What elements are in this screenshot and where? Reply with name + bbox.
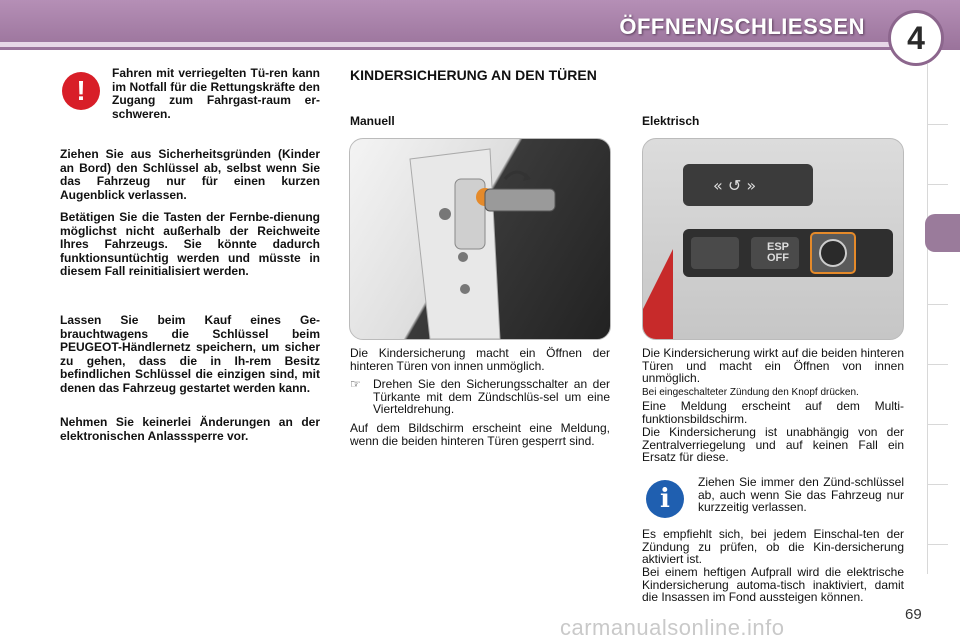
- page-title: ÖFFNEN/SCHLIESSEN: [619, 14, 865, 39]
- section-title: KINDERSICHERUNG AN DEN TÜREN: [350, 67, 597, 83]
- tab-divider: [928, 424, 948, 425]
- header-stripe: [0, 42, 900, 47]
- paragraph-remote: Betätigen Sie die Tasten der Fernbe-dienung möglichst nicht außerhalb der Reichweite Ihres Fahrzeugs. Sie könnte dadurch funktionsuntüchtig werden und müsste in diesem Fall reinitialisiert werden.: [60, 210, 320, 278]
- exclamation-icon: !: [62, 72, 100, 110]
- chapter-tab-active[interactable]: [925, 214, 960, 252]
- manual-text-1: Die Kindersicherung macht ein Öffnen der hinteren Türen von innen unmöglich.: [350, 346, 610, 373]
- paragraph-used-car: Lassen Sie beim Kauf eines Ge-brauchtwagens die Schlüssel beim PEUGEOT-Händlernetz speichern, um sicher zu gehen, dass die in Ih-rem Besitz befindlichen Schlüssel die einzigen sind, mit denen das Fahrzeug gestartet werden kann.: [60, 313, 320, 395]
- tab-divider: [928, 124, 948, 125]
- door-lock-photo: [349, 138, 611, 340]
- svg-text:« ↺ »: « ↺ »: [713, 176, 757, 195]
- dashboard-switch-illustration: [643, 139, 903, 339]
- electric-heading: Elektrisch: [642, 114, 700, 128]
- esp-label: ESP: [766, 241, 789, 253]
- door-lock-illustration: [350, 139, 610, 339]
- paragraph-immobiliser: Nehmen Sie keinerlei Änderungen an der elektronischen Anlasssperre vor.: [60, 415, 320, 443]
- tab-divider: [928, 484, 948, 485]
- chapter-tabs: [927, 64, 948, 574]
- bullet-symbol: ☞: [350, 377, 361, 391]
- warning-text: Fahren mit verriegelten Tü-ren kann im Notfall für die Rettungskräfte den Zugang zum Fahrgast-raum er-schweren.: [112, 66, 320, 121]
- electric-text-3: Die Kindersicherung ist unabhängig von der Zentralverriegelung und auf keinen Fall ein Ersatz für diese.: [642, 425, 904, 464]
- tab-divider: [928, 184, 948, 185]
- tab-divider: [928, 544, 948, 545]
- electric-text-1: Die Kindersicherung wirkt auf die beiden hinteren Türen und macht ein Öffnen von innen unmöglich.: [642, 346, 904, 385]
- tab-divider: [928, 304, 948, 305]
- info-text: Ziehen Sie immer den Zünd-schlüssel ab, auch wenn Sie das Fahrzeug nur kurzzeitig verlassen.: [698, 475, 904, 514]
- page-number: 69: [905, 606, 922, 623]
- dashboard-switch-photo: [642, 138, 904, 340]
- manual-text-2: Auf dem Bildschirm erscheint eine Meldung, wenn die beiden hinteren Türen gesperrt sind.: [350, 421, 610, 448]
- tab-divider: [928, 364, 948, 365]
- chapter-badge: 4: [888, 10, 944, 66]
- electric-note: Bei eingeschalteter Zündung den Knopf drücken.: [642, 387, 859, 398]
- electric-text-5: Bei einem heftigen Aufprall wird die elektrische Kindersicherung automa-tisch inaktiviert, damit die Insassen im Fond aussteigen können.: [642, 565, 904, 604]
- off-label: OFF: [767, 252, 789, 264]
- electric-text-2: Eine Meldung erscheint auf dem Multi-funktionsbildschirm.: [642, 399, 904, 426]
- info-icon: i: [646, 480, 684, 518]
- manual-heading: Manuell: [350, 114, 395, 128]
- paragraph-key-safety: Ziehen Sie aus Sicherheitsgründen (Kinder an Bord) den Schlüssel ab, selbst wenn Sie das Fahrzeug nur für einen kurzen Augenblick verlassen.: [60, 147, 320, 202]
- watermark: carmanualsonline.info: [560, 615, 785, 640]
- electric-text-4: Es empfiehlt sich, bei jedem Einschal-ten der Zündung zu prüfen, ob die Kin-dersicherung aktiviert ist.: [642, 527, 904, 566]
- manual-bullet: Drehen Sie den Sicherungsschalter an der Türkante mit dem Zündschlüs-sel um eine Vierteldrehung.: [373, 377, 610, 416]
